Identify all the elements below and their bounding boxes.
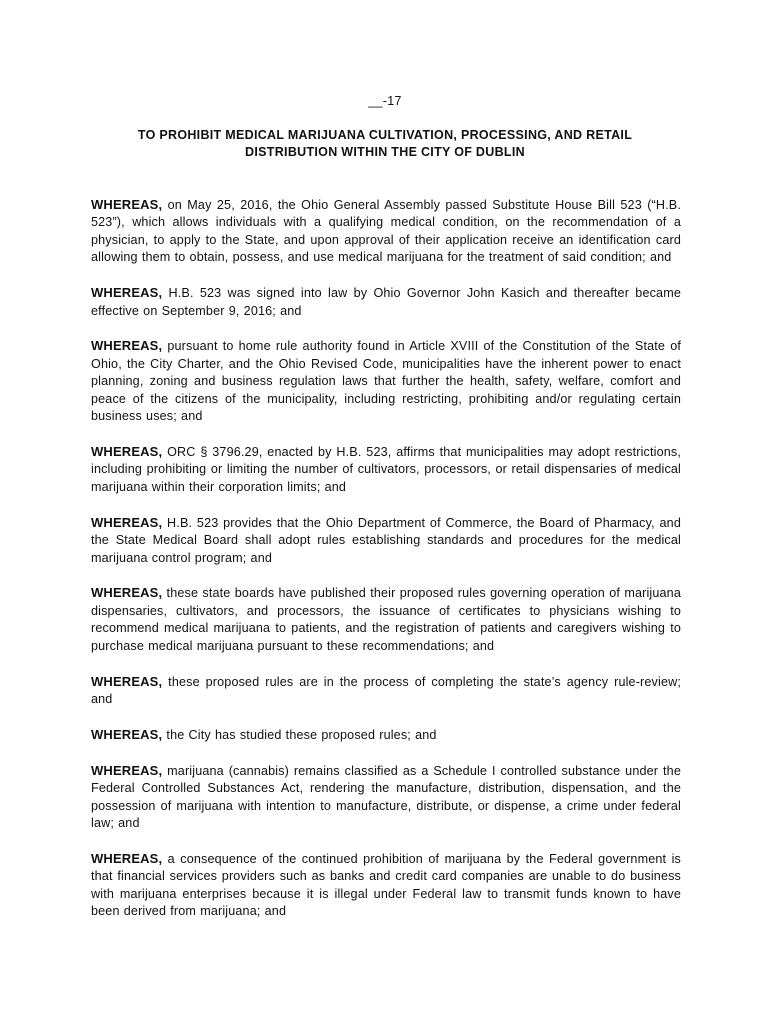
title-line-1: TO PROHIBIT MEDICAL MARIJUANA CULTIVATION, PROCESSING, AND RETAIL [137, 128, 633, 142]
paragraph-text: H.B. 523 provides that the Ohio Department of Commerce, the Board of Pharmacy, and the State Medical Board shall adopt rules establishing standards and procedures for the medical marijuana control program; and [91, 515, 681, 565]
whereas-paragraph-10 [91, 850, 681, 921]
paragraph-text: marijuana (cannabis) remains classified as a Schedule I controlled substance under the Federal Controlled Substances Act, rendering the manufacture, distribution, dispensation, and the possession of marijuana with intention to manufacture, distribute, or dispense, a crime under federal law; and [91, 763, 681, 830]
whereas-label: WHEREAS, [91, 285, 163, 301]
title-line-2: DISTRIBUTION WITHIN THE CITY OF DUBLIN [245, 145, 525, 159]
whereas-label: WHEREAS, [91, 338, 163, 354]
whereas-paragraph-2 [91, 284, 681, 320]
whereas-label: WHEREAS, [91, 673, 163, 689]
whereas-paragraph-8 [91, 726, 681, 744]
whereas-label: WHEREAS, [91, 514, 163, 530]
whereas-paragraph-4 [91, 443, 681, 496]
whereas-label: WHEREAS, [91, 850, 163, 866]
whereas-label: WHEREAS, [91, 443, 163, 459]
whereas-paragraph-9 [91, 762, 681, 833]
ordinance-title [90, 127, 680, 161]
paragraph-text: H.B. 523 was signed into law by Ohio Governor John Kasich and thereafter became effective on September 9, 2016; and [91, 286, 681, 318]
whereas-label: WHEREAS, [91, 726, 163, 742]
ordinance-number: __-17 [368, 94, 402, 108]
whereas-label: WHEREAS, [91, 585, 163, 601]
paragraph-text: the City has studied these proposed rules; and [162, 727, 437, 742]
whereas-paragraph-6 [91, 584, 681, 655]
paragraph-text: pursuant to home rule authority found in Article XVIII of the Constitution of the State of Ohio, the City Charter, and the Ohio Revised Code, municipalities have the inherent power to enact planning, zoning and business regulation laws that further the health, safety, welfare, comfort and peace of the citizens of the municipality, including restricting, prohibiting and/or regulating certain business uses; and [91, 339, 681, 424]
whereas-paragraph-3 [91, 337, 681, 425]
whereas-paragraph-1 [91, 196, 681, 267]
ordinance-body [91, 196, 681, 938]
paragraph-text: on May 25, 2016, the Ohio General Assembly passed Substitute House Bill 523 (“H.B. 523”), which allows individuals with a qualifying medical condition, on the recommendation of a physician, to apply to the State, and upon approval of their application receive an identification card allowing them to obtain, possess, and use medical marijuana for the treatment of said condition; and [91, 198, 681, 265]
paragraph-text: ORC § 3796.29, enacted by H.B. 523, affirms that municipalities may adopt restrictions, including prohibiting or limiting the number of cultivators, processors, or retail dispensaries of medical marijuana within their corporation limits; and [91, 444, 681, 494]
whereas-paragraph-7 [91, 673, 681, 709]
paragraph-text: these state boards have published their proposed rules governing operation of marijuana dispensaries, cultivators, and processors, the issuance of certificates to physicians wishing to recommend medical marijuana to patients, and the registration of patients and caregivers wishing to purchase medical marijuana pursuant to these recommendations; and [91, 586, 681, 653]
whereas-label: WHEREAS, [91, 197, 163, 212]
whereas-paragraph-5 [91, 514, 681, 567]
paragraph-text: these proposed rules are in the process of completing the state’s agency rule-review; and [91, 674, 681, 706]
whereas-label: WHEREAS, [91, 762, 163, 778]
paragraph-text: a consequence of the continued prohibition of marijuana by the Federal government is that financial services providers such as banks and credit card companies are unable to do business with marijuana enterprises because it is illegal under Federal law to transmit funds known to have been derived from marijuana; and [91, 851, 681, 919]
